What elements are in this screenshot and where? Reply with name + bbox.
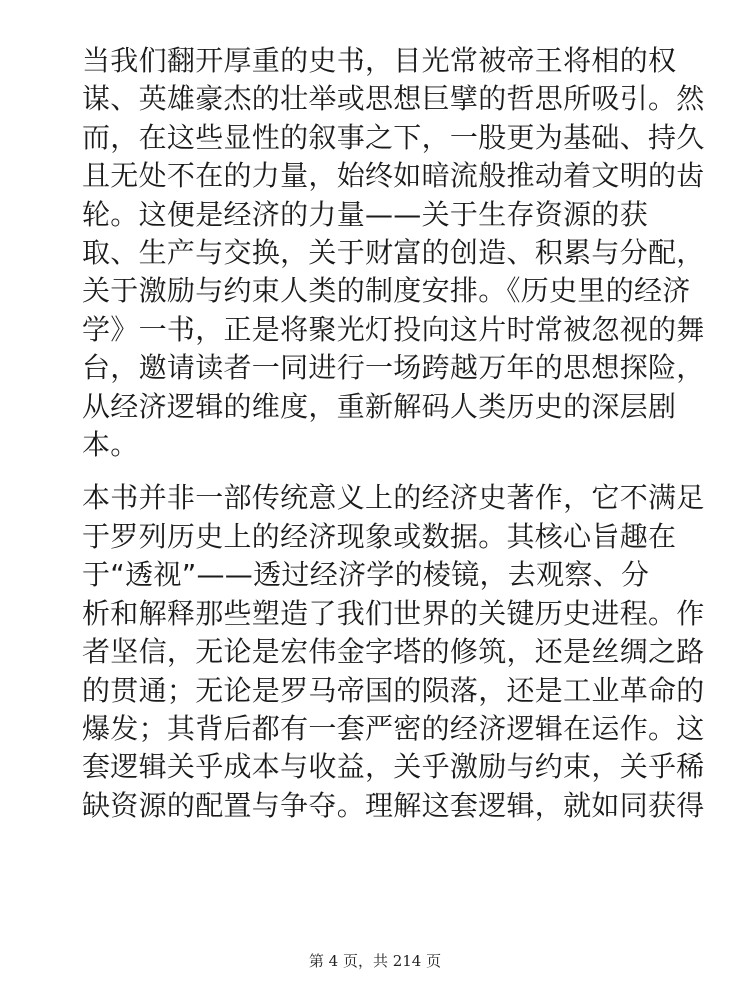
text-line: 缺资源的配置与争夺。理解这套逻辑，就如同获得 xyxy=(82,788,705,822)
text-line: 学》一书，正是将聚光灯投向这片时常被忽视的舞 xyxy=(82,312,705,346)
text-line: 本。 xyxy=(82,428,139,462)
text-line: 于“透视”——透过经济学的棱镜，去观察、分 xyxy=(82,558,650,592)
text-line: 爆发；其背后都有一套严密的经济逻辑在运作。这 xyxy=(82,711,705,745)
text-line: 且无处不在的力量，始终如暗流般推动着文明的齿 xyxy=(82,159,705,193)
text-line: 台，邀请读者一同进行一场跨越万年的思想探险， xyxy=(82,351,705,385)
text-line: 取、生产与交换，关于财富的创造、积累与分配， xyxy=(82,236,705,270)
text-line: 谋、英雄豪杰的壮举或思想巨擘的哲思所吸引。然 xyxy=(82,82,705,116)
text-line: 于罗列历史上的经济现象或数据。其核心旨趣在 xyxy=(82,519,677,553)
text-line: 本书并非一部传统意义上的经济史著作，它不满足 xyxy=(82,481,705,515)
page-number-footer: 第 4 页，共 214 页 xyxy=(308,952,442,970)
text-line: 轮。这便是经济的力量——关于生存资源的获 xyxy=(82,197,649,231)
text-line: 而，在这些显性的叙事之下，一股更为基础、持久 xyxy=(82,120,705,154)
text-line: 的贯通；无论是罗马帝国的陨落，还是工业革命的 xyxy=(82,673,705,707)
paragraph xyxy=(82,479,705,825)
text-line: 者坚信，无论是宏伟金字塔的修筑，还是丝绸之路 xyxy=(82,635,705,669)
text-line: 析和解释那些塑造了我们世界的关键历史进程。作 xyxy=(82,596,705,630)
paragraph xyxy=(82,42,705,464)
text-line: 从经济逻辑的维度，重新解码人类历史的深层剧 xyxy=(82,389,677,423)
text-line: 当我们翻开厚重的史书，目光常被帝王将相的权 xyxy=(82,44,677,77)
text-line: 关于激励与约束人类的制度安排。《历史里的经济 xyxy=(82,274,691,308)
text-line: 套逻辑关乎成本与收益，关乎激励与约束，关乎稀 xyxy=(82,750,705,784)
body-text xyxy=(82,42,705,825)
